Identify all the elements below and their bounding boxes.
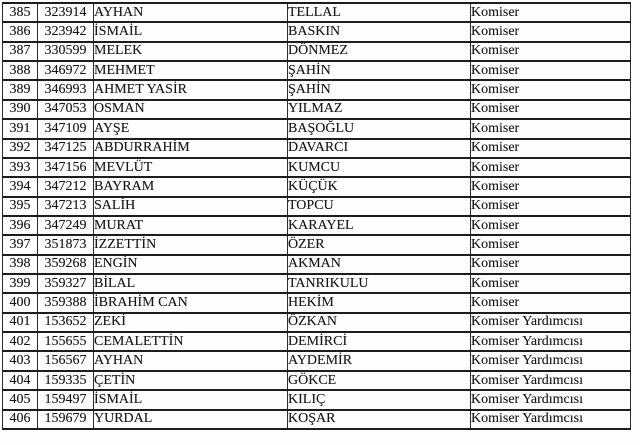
cell-rank: Komiser [471, 255, 631, 274]
cell-registry-number: 159335 [38, 371, 94, 390]
cell-rank: Komiser [471, 235, 631, 254]
table-row [3, 3, 631, 22]
cell-rank: Komiser [471, 216, 631, 235]
cell-row-number: 390 [3, 100, 38, 119]
cell-first-name: ZEKİ [94, 313, 288, 332]
table-row [3, 255, 631, 274]
cell-row-number: 406 [3, 410, 38, 429]
cell-last-name: ŞAHİN [288, 61, 471, 80]
cell-rank: Komiser [471, 61, 631, 80]
table-row [3, 274, 631, 293]
cell-row-number: 389 [3, 80, 38, 99]
cell-registry-number: 346972 [38, 61, 94, 80]
cell-last-name: KARAYEL [288, 216, 471, 235]
cell-registry-number: 159679 [38, 410, 94, 429]
table-row [3, 22, 631, 41]
cell-row-number: 388 [3, 61, 38, 80]
cell-row-number: 395 [3, 197, 38, 216]
cell-last-name: YILMAZ [288, 100, 471, 119]
cell-rank: Komiser [471, 22, 631, 41]
cell-row-number: 404 [3, 371, 38, 390]
cell-registry-number: 347125 [38, 139, 94, 158]
cell-row-number: 396 [3, 216, 38, 235]
cell-first-name: İBRAHİM CAN [94, 293, 288, 312]
cell-registry-number: 359268 [38, 255, 94, 274]
cell-rank: Komiser Yardımcısı [471, 351, 631, 370]
cell-rank: Komiser [471, 274, 631, 293]
cell-row-number: 399 [3, 274, 38, 293]
cell-first-name: BAYRAM [94, 177, 288, 196]
table-row [3, 158, 631, 177]
cell-first-name: SALİH [94, 197, 288, 216]
cell-last-name: HEKİM [288, 293, 471, 312]
table-row [3, 313, 631, 332]
cell-registry-number: 347212 [38, 177, 94, 196]
cell-last-name: DÖNMEZ [288, 42, 471, 61]
cell-row-number: 385 [3, 3, 38, 22]
cell-row-number: 397 [3, 235, 38, 254]
table-row [3, 61, 631, 80]
cell-registry-number: 351873 [38, 235, 94, 254]
cell-row-number: 400 [3, 293, 38, 312]
cell-registry-number: 323942 [38, 22, 94, 41]
cell-registry-number: 323914 [38, 3, 94, 22]
cell-first-name: OSMAN [94, 100, 288, 119]
cell-rank: Komiser [471, 119, 631, 138]
cell-row-number: 398 [3, 255, 38, 274]
cell-last-name: DEMİRCİ [288, 332, 471, 351]
cell-row-number: 401 [3, 313, 38, 332]
cell-rank: Komiser [471, 3, 631, 22]
cell-first-name: AYHAN [94, 351, 288, 370]
cell-registry-number: 153652 [38, 313, 94, 332]
cell-rank: Komiser [471, 100, 631, 119]
cell-registry-number: 347109 [38, 119, 94, 138]
table-row [3, 410, 631, 429]
cell-rank: Komiser [471, 139, 631, 158]
cell-rank: Komiser Yardımcısı [471, 313, 631, 332]
cell-first-name: MURAT [94, 216, 288, 235]
cell-last-name: KÜÇÜK [288, 177, 471, 196]
cell-row-number: 403 [3, 351, 38, 370]
table-row [3, 177, 631, 196]
cell-row-number: 393 [3, 158, 38, 177]
cell-last-name: GÖKCE [288, 371, 471, 390]
table-row [3, 139, 631, 158]
cell-registry-number: 155655 [38, 332, 94, 351]
cell-last-name: BASKIN [288, 22, 471, 41]
cell-first-name: MEHMET [94, 61, 288, 80]
cell-first-name: İZZETTİN [94, 235, 288, 254]
cell-registry-number: 159497 [38, 390, 94, 409]
table-row [3, 390, 631, 409]
cell-first-name: AYHAN [94, 3, 288, 22]
cell-first-name: ABDURRAHİM [94, 139, 288, 158]
cell-registry-number: 156567 [38, 351, 94, 370]
cell-first-name: ÇETİN [94, 371, 288, 390]
table-row [3, 100, 631, 119]
cell-registry-number: 359388 [38, 293, 94, 312]
cell-registry-number: 330599 [38, 42, 94, 61]
cell-last-name: KOŞAR [288, 410, 471, 429]
cell-row-number: 386 [3, 22, 38, 41]
cell-registry-number: 347249 [38, 216, 94, 235]
table-row [3, 216, 631, 235]
cell-first-name: MEVLÜT [94, 158, 288, 177]
cell-rank: Komiser [471, 158, 631, 177]
cell-first-name: İSMAİL [94, 390, 288, 409]
cell-first-name: YURDAL [94, 410, 288, 429]
table-row [3, 42, 631, 61]
table-row [3, 235, 631, 254]
table-row [3, 351, 631, 370]
cell-registry-number: 347156 [38, 158, 94, 177]
cell-row-number: 405 [3, 390, 38, 409]
cell-last-name: KUMCU [288, 158, 471, 177]
cell-first-name: İSMAİL [94, 22, 288, 41]
table-row [3, 332, 631, 351]
cell-last-name: ÖZKAN [288, 313, 471, 332]
cell-last-name: DAVARCI [288, 139, 471, 158]
cell-registry-number: 359327 [38, 274, 94, 293]
cell-last-name: ÖZER [288, 235, 471, 254]
cell-rank: Komiser [471, 293, 631, 312]
cell-row-number: 394 [3, 177, 38, 196]
cell-first-name: ENGİN [94, 255, 288, 274]
cell-rank: Komiser Yardımcısı [471, 371, 631, 390]
cell-row-number: 391 [3, 119, 38, 138]
cell-registry-number: 347213 [38, 197, 94, 216]
cell-row-number: 402 [3, 332, 38, 351]
cell-rank: Komiser [471, 177, 631, 196]
table-row [3, 371, 631, 390]
cell-registry-number: 346993 [38, 80, 94, 99]
table-row [3, 119, 631, 138]
cell-rank: Komiser [471, 80, 631, 99]
table-row [3, 80, 631, 99]
cell-row-number: 392 [3, 139, 38, 158]
cell-registry-number: 347053 [38, 100, 94, 119]
table-row [3, 293, 631, 312]
cell-last-name: KILIÇ [288, 390, 471, 409]
cell-row-number: 387 [3, 42, 38, 61]
cell-rank: Komiser [471, 42, 631, 61]
table-row [3, 197, 631, 216]
cell-first-name: BİLAL [94, 274, 288, 293]
cell-first-name: AYŞE [94, 119, 288, 138]
personnel-table [2, 2, 631, 430]
cell-first-name: CEMALETTİN [94, 332, 288, 351]
cell-rank: Komiser [471, 197, 631, 216]
cell-last-name: ŞAHİN [288, 80, 471, 99]
personnel-table-body [3, 3, 631, 429]
cell-last-name: BAŞOĞLU [288, 119, 471, 138]
cell-last-name: AYDEMİR [288, 351, 471, 370]
cell-last-name: AKMAN [288, 255, 471, 274]
cell-last-name: TANRIKULU [288, 274, 471, 293]
cell-first-name: MELEK [94, 42, 288, 61]
cell-rank: Komiser Yardımcısı [471, 410, 631, 429]
cell-rank: Komiser Yardımcısı [471, 390, 631, 409]
cell-rank: Komiser Yardımcısı [471, 332, 631, 351]
cell-last-name: TOPCU [288, 197, 471, 216]
cell-first-name: AHMET YASİR [94, 80, 288, 99]
cell-last-name: TELLAL [288, 3, 471, 22]
